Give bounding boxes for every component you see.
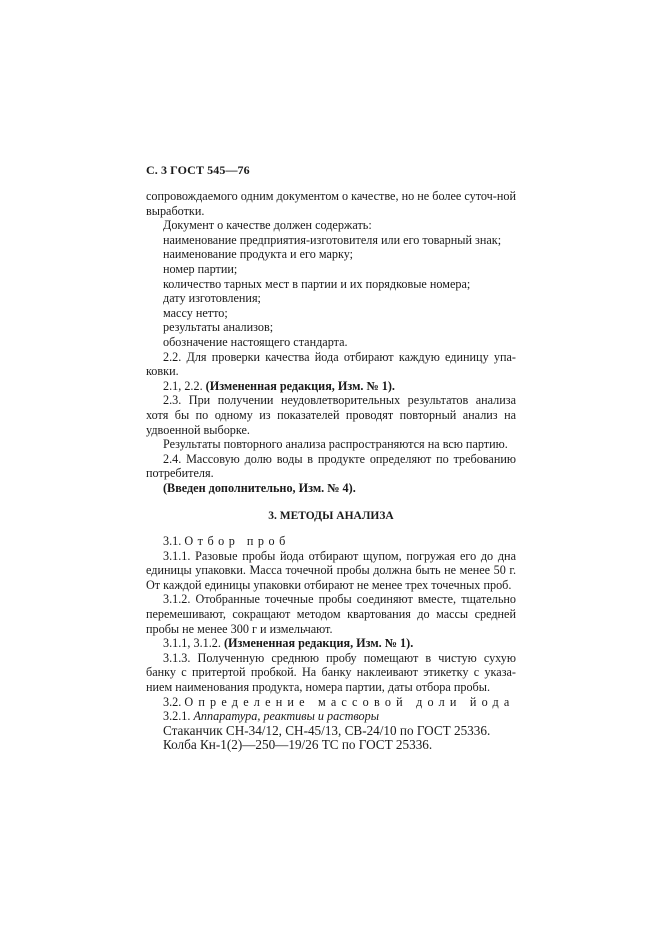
paragraph-repeat-results: Результаты повторного анализа распространяются на всю партию. xyxy=(163,437,508,452)
subsection-3-1 xyxy=(146,534,516,549)
list-item: массу нетто; xyxy=(163,305,228,320)
list-item: номер партии; xyxy=(163,261,238,276)
paragraph-2-2: 2.2. Для проверки качества йода отбирают каждую единицу упа-ковки. xyxy=(146,349,516,379)
amendment-text: (Измененная редакция, Изм. № 1). xyxy=(205,378,395,393)
list-item: обозначение настоящего стандарта. xyxy=(163,334,348,349)
paragraph-continuation: сопровождаемого одним документом о качестве, но не более суточ-ной выработки. xyxy=(146,189,516,218)
list-item: наименование предприятия-изготовителя или его товарный знак; xyxy=(163,232,502,247)
equipment-item: Стаканчик СН-34/12, СН-45/13, СВ-24/10 по ГОСТ 25336. xyxy=(163,722,491,738)
subsection-3-2-1 xyxy=(146,709,516,724)
document-body xyxy=(146,189,516,753)
amendment-note-2-4: (Введен дополнительно, Изм. № 4). xyxy=(163,480,356,495)
list-item: количество тарных мест в партии и их порядковые номера; xyxy=(163,276,471,291)
list-item: дату изготовления; xyxy=(163,291,261,306)
list-item: результаты анализов; xyxy=(163,320,274,335)
paragraph-3-1-2: 3.1.2. Отобранные точечные пробы соединяют вместе, тщательно перемешивают, сокращают методом квартования до массы средней пробы не менее 300 г и измельчают. xyxy=(146,592,516,636)
amendment-note-2-1 xyxy=(146,379,516,394)
clause-number: 3.1. xyxy=(163,534,185,549)
paragraph-2-3: 2.3. При получении неудовлетворительных результатов анализа хотя бы по одному из показателей проводят повторный анализ на удвоенной выборке. xyxy=(146,393,516,437)
italic-heading: Аппаратура, реактивы и растворы xyxy=(193,709,379,724)
page-header: С. 3 ГОСТ 545—76 xyxy=(146,163,250,177)
paragraph-quality-document: Документ о качестве должен содержать: xyxy=(163,218,372,233)
amendment-note-3-1 xyxy=(146,636,516,651)
paragraph-2-4: 2.4. Массовую долю воды в продукте определяют по требованию потребителя. xyxy=(146,451,516,481)
spaced-heading: Определение массовой доли йода xyxy=(184,694,515,709)
clause-number: 3.2. xyxy=(163,694,185,709)
amendment-clause-number: 3.1.1, 3.1.2. xyxy=(163,636,224,651)
equipment-item: Колба Кн-1(2)—250—19/26 ТС по ГОСТ 25336. xyxy=(163,737,433,753)
subsection-3-2 xyxy=(146,695,516,710)
paragraph-3-1-3: 3.1.3. Полученную среднюю пробу помещают в чистую сухую банку с притертой пробкой. На банку наклеивают этикетку с указа-нием наименования продукта, номера партии, даты отбора пробы. xyxy=(146,650,516,694)
clause-number: 3.2.1. xyxy=(163,709,194,724)
amendment-clause-number: 2.1, 2.2. xyxy=(163,378,206,393)
spaced-heading: Отбор проб xyxy=(184,534,290,549)
section-title: 3. МЕТОДЫ АНАЛИЗА xyxy=(268,510,394,523)
amendment-text: (Измененная редакция, Изм. № 1). xyxy=(223,636,414,651)
list-item: наименование продукта и его марку; xyxy=(163,247,354,262)
paragraph-3-1-1: 3.1.1. Разовые пробы йода отбирают щупом, погружая его до дна единицы упаковки. Масса точечной пробы должна быть не менее 50 г. От каждой единицы упаковки отбирают не менее трех точечных проб. xyxy=(146,548,516,592)
